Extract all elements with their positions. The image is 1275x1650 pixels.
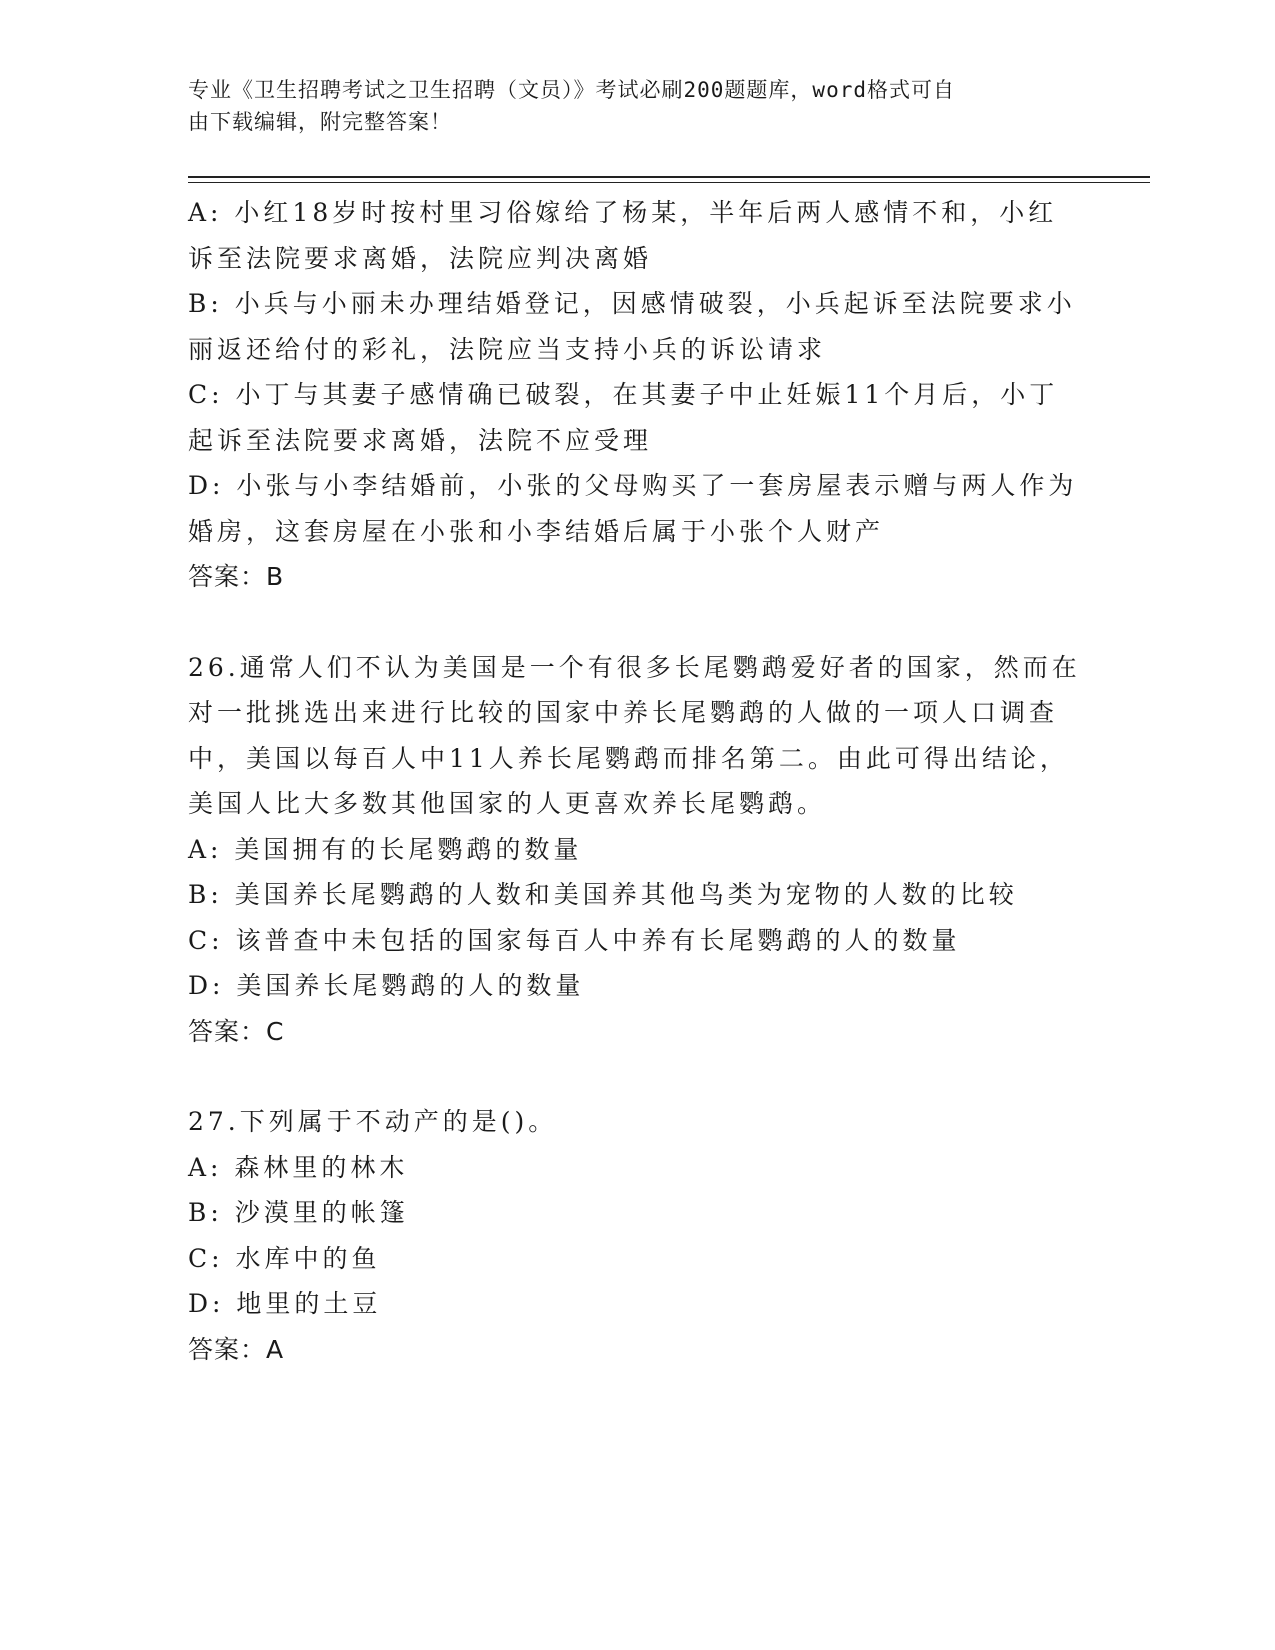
option-d: D: 地里的土豆 [188,1289,382,1318]
question-stem-line-3: 中，美国以每百人中11人养长尾鹦鹉而排名第二。由此可得出结论， [188,743,1069,773]
question-stem-line-2: 对一批挑选出来进行比较的国家中养长尾鹦鹉的人做的一项人口调查 [188,698,1059,727]
answer-line: 答案：B [188,562,285,591]
question-25-options [188,190,1088,600]
option-d-line-1: D: 小张与小李结婚前，小张的父母购买了一套房屋表示赠与两人作为 [188,471,1078,500]
question-stem: 27.下列属于不动产的是()。 [188,1107,558,1136]
option-b: B: 沙漠里的帐篷 [188,1198,409,1227]
question-stem-line-4: 美国人比大多数其他国家的人更喜欢养长尾鹦鹉。 [188,789,827,818]
document-body [188,190,1088,1372]
option-b: B: 美国养长尾鹦鹉的人数和美国养其他鸟类为宠物的人数的比较 [188,880,1018,909]
option-a-line-2: 诉至法院要求离婚，法院应判决离婚 [188,243,653,273]
answer-line: 答案：C [188,1016,285,1046]
option-c-line-2: 起诉至法院要求离婚，法院不应受理 [188,425,653,455]
option-c: C: 水库中的鱼 [188,1243,381,1273]
option-b-line-1: B: 小兵与小丽未办理结婚登记，因感情破裂，小兵起诉至法院要求小 [188,289,1076,318]
question-stem-line-1: 26.通常人们不认为美国是一个有很多长尾鹦鹉爱好者的国家，然而在 [188,652,1081,682]
option-a-line-1: A: 小红18岁时按村里习俗嫁给了杨某，半年后两人感情不和，小红 [188,198,1058,227]
question-27 [188,1099,1088,1372]
header-rule-thin [188,182,1150,183]
document-header [188,74,1068,138]
question-26 [188,645,1088,1055]
header-line-1: 专业《卫生招聘考试之卫生招聘（文员）》考试必刷200题题库，word格式可自 [188,78,955,102]
spacer [188,600,1088,645]
header-rule-thick [188,176,1150,178]
option-d-line-2: 婚房，这套房屋在小张和小李结婚后属于小张个人财产 [188,516,885,546]
answer-line: 答案：A [188,1334,285,1364]
option-a: A: 森林里的林木 [188,1152,409,1182]
option-d: D: 美国养长尾鹦鹉的人的数量 [188,971,585,1000]
spacer [188,1054,1088,1099]
option-c: C: 该普查中未包括的国家每百人中养有长尾鹦鹉的人的数量 [188,925,961,955]
header-line-2: 由下载编辑，附完整答案！ [188,110,452,134]
option-c-line-1: C: 小丁与其妻子感情确已破裂，在其妻子中止妊娠11个月后，小丁 [188,380,1059,409]
option-b-line-2: 丽返还给付的彩礼，法院应当支持小兵的诉讼请求 [188,334,827,364]
option-a: A: 美国拥有的长尾鹦鹉的数量 [188,834,583,864]
